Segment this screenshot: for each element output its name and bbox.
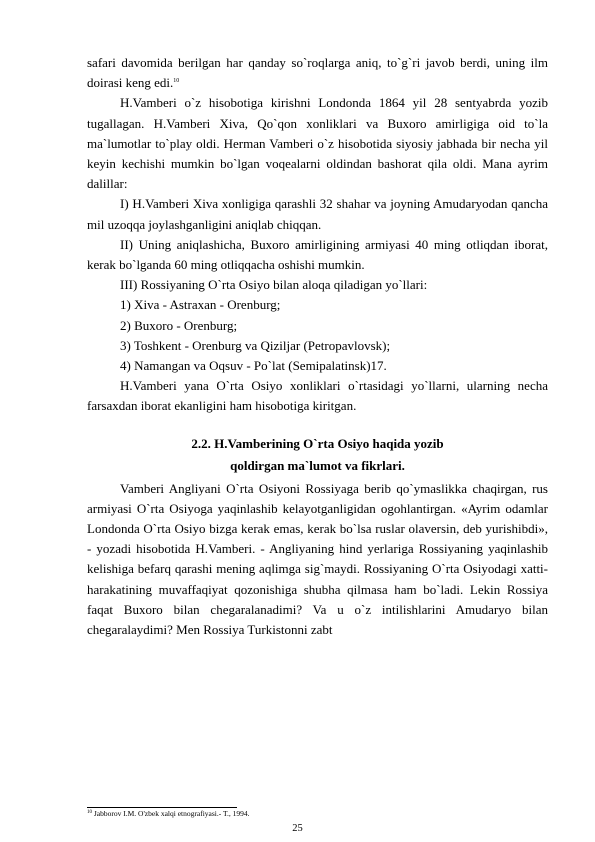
paragraph-roads: H.Vamberi yana O`rta Osiyo xonliklari o`rtasidagi yo`llarni, ularning necha farsaxdan iborat ekanligini ham hisobotiga kiritgan. xyxy=(87,378,548,414)
paragraph-continuation: safari davomida berilgan har qanday so`roqlarga aniq, to`g`ri javob berdi, uning ilm doirasi keng edi.$^{10}$ xyxy=(87,55,548,91)
paragraph-fact-2: II) Uning aniqlashicha, Buxoro amirligining armiyasi 40 ming otliqdan iborat, kerak bo`lganda 60 ming otliqqacha oshishi mumkin. xyxy=(87,236,548,273)
footnote-text: Jabborov I.M. O'zbek xalqi etnografiyasi.- T., 1994. xyxy=(93,809,250,818)
paragraph-england: Vamberi Angliyani O`rta Osiyoni Rossiyaga berib qo`ymaslikka chaqirgan, rus armiyasi O`rta Osiyoga yaqinlashib kelayotganligidan ogohlantirgan. «Ayrim odamlar Londonda O`rta Osiyo bizga kerak emas, kerak bo`lsa ruslar olaversin, deb yurishibdi», - yozadi hisobotida H.Vamberi. - Angliyaning hind yerlariga Rossiyaning yaqinlashib kelishiga befarq qarashi mening aqlimga sig`maydi. Rossiyaning O`rta Osiyodagi xatti-harakatining muvaffaqiyat qozonishiga shubha qilmasa ham bo`ladi. Lekin Rossiya faqat Buxoro bilan chegaralanadimi? Va u o`z intilishlarini Amudaryo bilan chegaralaydimi? Men Rossiya Turkistonni zabt xyxy=(87,480,548,638)
footnote xyxy=(87,809,250,819)
paragraph-fact-1: I) H.Vamberi Xiva xonligiga qarashli 32 shahar va joyning Amudaryodan qancha mil uzoqqa joylashganligini aniqlab chiqqan. xyxy=(87,196,548,232)
paragraph-report: H.Vamberi o`z hisobotiga kirishni Londonda 1864 yil 28 sentyabrda yozib tugallagan. H.Vamberi Xiva, Qo`qon xonliklari va Buxoro amirligiga oid to`la ma`lumotlar to`play oldi. Herman Vamberi o`z hisobotida siyosiy jabhada bir necha yil keyin kechishi mumkin bo`lgan voqealarni oldindan bashorat qila oldi. Mana ayrim dalillar: xyxy=(87,95,548,192)
footnote-ref: 10 xyxy=(173,78,180,85)
section-heading-line-2: qoldirgan ma`lumot va fikrlari. xyxy=(230,457,405,473)
route-item-4: 4) Namangan va Oqsuv - Po`lat (Semipalatinsk)17. xyxy=(120,358,387,374)
route-item-3: 3) Toshkent - Orenburg va Qiziljar (Petropavlovsk); xyxy=(120,337,391,353)
footnote-divider xyxy=(87,807,237,808)
section-heading-line-1: 2.2. H.Vamberining O`rta Osiyo haqida yozib xyxy=(191,435,444,451)
paragraph-fact-3: III) Rossiyaning O`rta Osiyo bilan aloqa qiladigan yo`llari: xyxy=(120,277,428,293)
footnote-mark: 10 xyxy=(87,810,92,815)
route-item-2: 2) Buxoro - Orenburg; xyxy=(120,317,238,333)
page-number: 25 xyxy=(292,823,303,834)
page-body xyxy=(87,53,548,640)
route-item-1: 1) Xiva - Astraxan - Orenburg; xyxy=(120,297,281,313)
